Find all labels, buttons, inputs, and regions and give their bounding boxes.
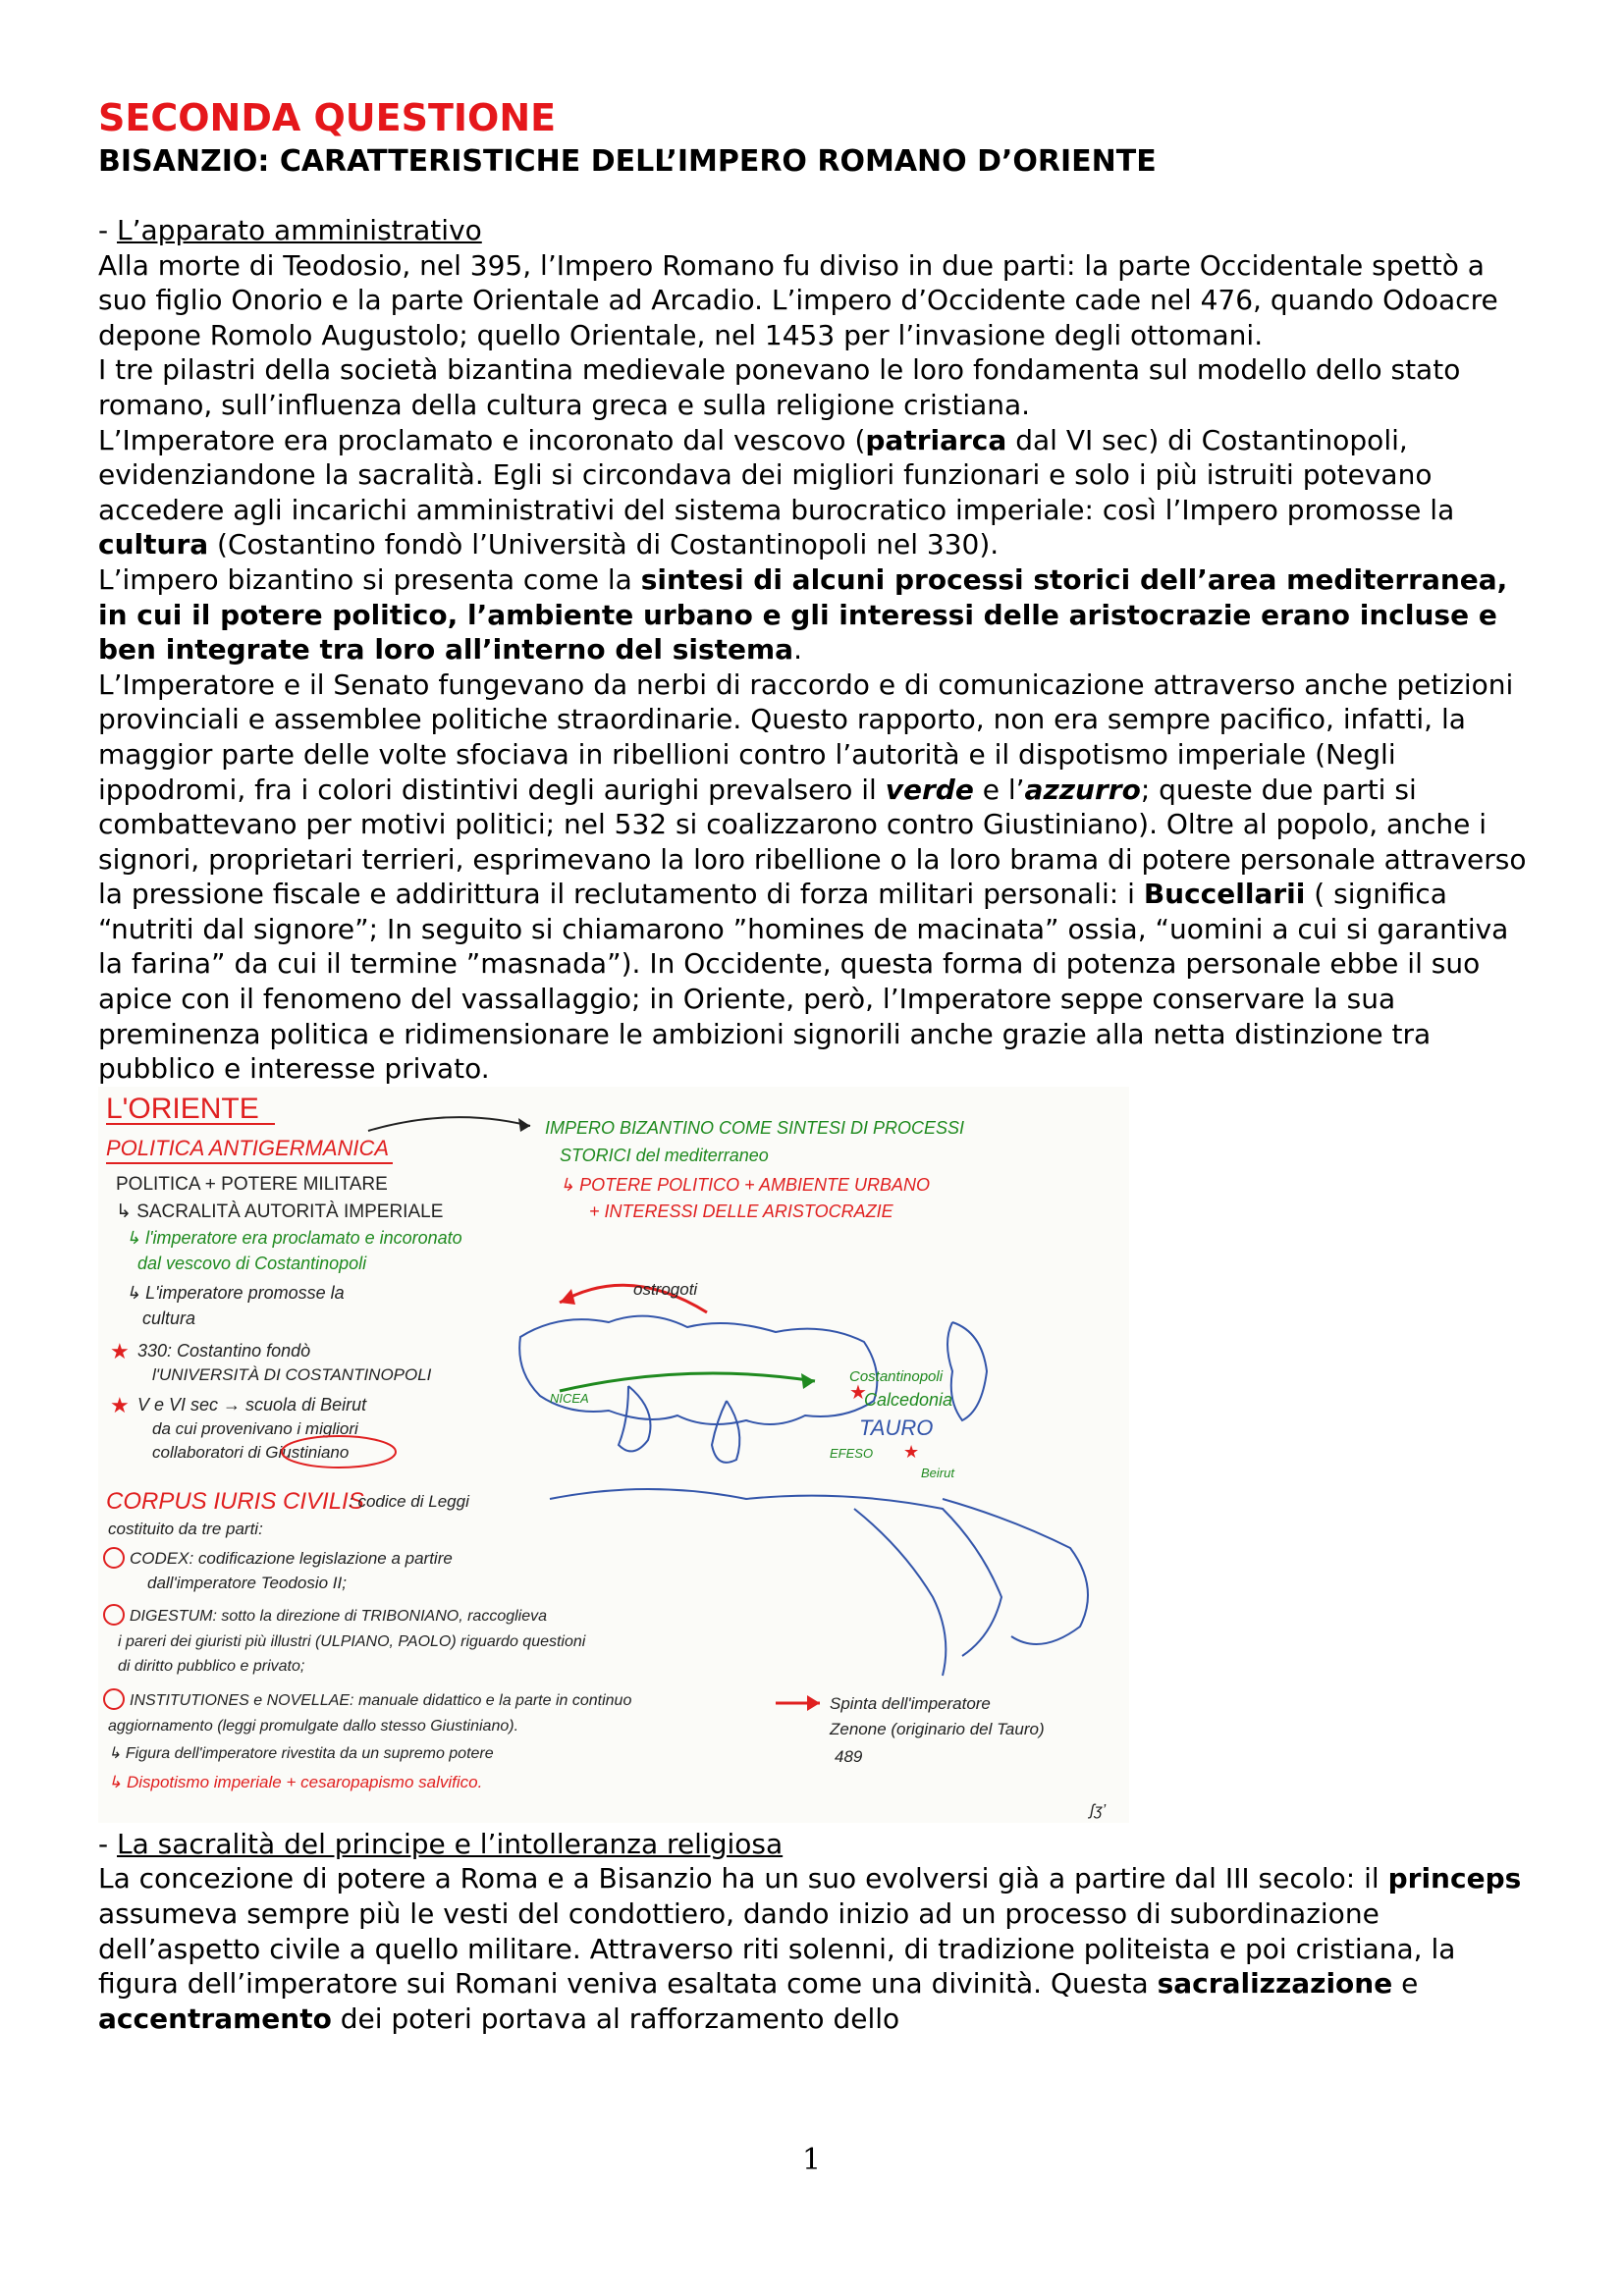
bold-patriarca: patriarca [865,423,1007,456]
handwritten-notes-image [98,1087,1129,1823]
notes-line: DIGESTUM: sotto la direzione di TRIBONIANO, raccoglieva [130,1607,548,1625]
section-dash: - [98,214,118,246]
signature: ʃʒ’ [1090,1801,1107,1819]
paragraph-pilastri: I tre pilastri della società bizantina medievale ponevano le loro fondamenta sul modello dello stato romano, sull’influenza della cultura greca e sulla religione cristiana. [98,353,1461,421]
notes-politica: POLITICA ANTIGERMANICA [106,1135,390,1160]
page-number: 1 [801,2143,822,2177]
notes-line: V e VI sec → scuola di Beirut [137,1394,367,1415]
bold-princeps: princeps [1387,1862,1522,1896]
bold-cultura: cultura [98,528,209,561]
notes-line: INSTITUTIONES e NOVELLAE: manuale didattico e la parte in continuo [130,1691,632,1709]
notes-corpus-sub: : codice di Leggi [349,1491,469,1511]
bold-italic-verde: verde [885,773,974,806]
notes-line: CODEX: codificazione legislazione a partire [130,1548,453,1568]
notes-line: POLITICA + POTERE MILITARE [116,1173,388,1195]
star-icon: ★ [903,1441,920,1463]
map-label: TAURO [859,1415,934,1440]
star-icon: ★ [110,1393,130,1418]
map-label: Costantinopoli [849,1367,944,1385]
bold-italic-azzurro: azzurro [1024,773,1141,806]
paragraph-sintesi: L’impero bizantino si presenta come la sintesi di alcuni processi storici dell’area mediterranea, in cui il potere politico, l’ambiente urbano e gli interessi delle aristocrazie erano incluse e ben integrate tra loro all’interno del sistema. [98,562,1508,667]
map-label: Beirut [921,1465,954,1480]
map-label: EFESO [830,1445,874,1461]
paragraph-imperatore: L’Imperatore era proclamato e incoronato dal vescovo (patriarca dal VI sec) di Costantinopoli, evidenziandone la sacralità. Egli si circondava dei migliori funzionari e solo i più istruiti potevano accedere agli incarichi amministrativi del sistema burocratico imperiale: così l’Impero promosse la cultura (Costantino fondò l’Università di Costantinopoli nel 330). [98,423,1455,561]
notes-line: l'UNIVERSITÀ DI COSTANTINOPOLI [152,1364,432,1384]
star-icon: ★ [110,1339,130,1364]
notes-line: ↳ POTERE POLITICO + AMBIENTE URBANO [560,1174,930,1195]
notes-line: aggiornamento (leggi promulgate dallo stesso Giustiniano). [108,1717,519,1735]
paragraph-teodosio: Alla morte di Teodosio, nel 395, l’Impero Romano fu diviso in due parti: la parte Occidentale spettò a suo figlio Onorio e la parte Orientale ad Arcadio. L’impero d’Occidente cade nel 476, quando Odoacre depone Romolo Augustolo; quello Orientale, nel 1453 per l’invasione degli ottomani. [98,248,1498,351]
notes-title: L'ORIENTE [106,1092,259,1125]
notes-line: Spinta dell'imperatore [830,1693,991,1713]
map-label: Calcedonia [864,1389,953,1410]
section-dash: - [98,1827,118,1860]
notes-line: ↳ Dispotismo imperiale + cesaropapismo salvifico. [108,1772,483,1791]
map-label: NICEA [550,1390,589,1406]
notes-line: + INTERESSI DELLE ARISTOCRAZIE [589,1201,893,1221]
bold-sacralizzazione: sacralizzazione [1157,1967,1393,2001]
notes-line: i pareri dei giuristi più illustri (ULPIANO, PAOLO) riguardo questioni [118,1632,586,1650]
star-icon: ★ [849,1379,867,1404]
bold-sintesi: sintesi di alcuni processi storici dell’area mediterranea, in cui il potere politico, l’ambiente urbano e gli interessi delle aristocrazie erano incluse e ben integrate tra loro all’interno del sistema [98,562,1508,667]
notes-line: Zenone (originario del Tauro) [830,1719,1045,1738]
document-subtitle: BISANZIO: CARATTERISTICHE DELL’IMPERO ROMANO D’ORIENTE [98,144,1157,179]
notes-line: ↳ SACRALITÀ AUTORITÀ IMPERIALE [116,1201,444,1222]
section-heading-text: La sacralità del principe e l’intolleranza religiosa [117,1827,784,1860]
section-heading-sacralita [98,1827,1532,1862]
notes-line: STORICI del mediterraneo [560,1145,769,1165]
document-title: SECONDA QUESTIONE [98,96,557,139]
notes-line: IMPERO BIZANTINO COME SINTESI DI PROCESSI [545,1117,965,1138]
notes-line: ↳ L'imperatore promosse la [126,1282,345,1303]
paragraph-senato: L’Imperatore e il Senato fungevano da nerbi di raccordo e di comunicazione attraverso anche petizioni provinciali e assemblee politiche straordinarie. Questo rapporto, non era sempre pacifico, infatti, la maggior parte delle volte sfociava in ribellioni contro l’autorità e il dispotismo imperiale (Negli ippodromi, fra i colori distintivi degli aurighi prevalsero il verde e l’azzurro; queste due parti si combattevano per motivi politici; nel 532 si coalizzarono contro Giustiniano). Oltre al popolo, anche i signori, proprietari terrieri, esprimevano la loro ribellione o la loro brama di potere personale attraverso la pressione fiscale e addirittura il reclutamento di forza militari personali: i Buccellarii ( significa “nutriti dal signore”; In seguito si chiamarono ”homines de macinata” ossia, “uomini a cui si garantiva la farina” da cui il termine ”masnada”). In Occidente, questa forma di potenza personale ebbe il suo apice con il fenomeno del vassallaggio; in Oriente, però, l’Imperatore seppe conservare la sua preminenza politica e ridimensionare le ambizioni signorili anche grazie alla netta distinzione tra pubblico e interesse privato. [98,667,1527,1086]
notes-line: da cui provenivano i migliori [152,1418,358,1438]
map-label: ostrogoti [633,1279,698,1299]
section-heading-text: L’apparato amministrativo [117,214,482,246]
section-heading-apparato [98,213,1532,248]
notes-line: cultura [142,1308,196,1328]
notes-line: dall'imperatore Teodosio II; [147,1573,347,1592]
notes-line: dal vescovo di Costantinopoli [137,1253,367,1273]
notes-line: costituito da tre parti: [108,1519,263,1538]
document-page [98,93,1532,2036]
notes-corpus: CORPUS IURIS CIVILIS [106,1487,364,1515]
bold-accentramento: accentramento [98,2002,332,2035]
paragraph-princeps: La concezione di potere a Roma e a Bisanzio ha un suo evolversi già a partire dal III secolo: il princeps assumeva sempre più le vesti del condottiero, dando inizio ad un processo di subordinazione dell’aspetto civile a quello militare. Attraverso riti solenni, di tradizione politeista e poi cristiana, la figura dell’imperatore sui Romani veniva esaltata come una divinità. Questa sacralizzazione e accentramento dei poteri portava al rafforzamento dello [98,1862,1522,2035]
notes-line: 489 [835,1746,863,1766]
bold-buccellarii: Buccellarii [1143,878,1306,911]
notes-line: ↳ l'imperatore era proclamato e incoronato [126,1227,462,1248]
notes-line: collaboratori di Giustiniano [152,1442,350,1462]
notes-line: ↳ Figura dell'imperatore rivestita da un supremo potere [108,1744,494,1762]
notes-line: 330: Costantino fondò [137,1340,311,1361]
notes-line: di diritto pubblico e privato; [118,1657,305,1675]
